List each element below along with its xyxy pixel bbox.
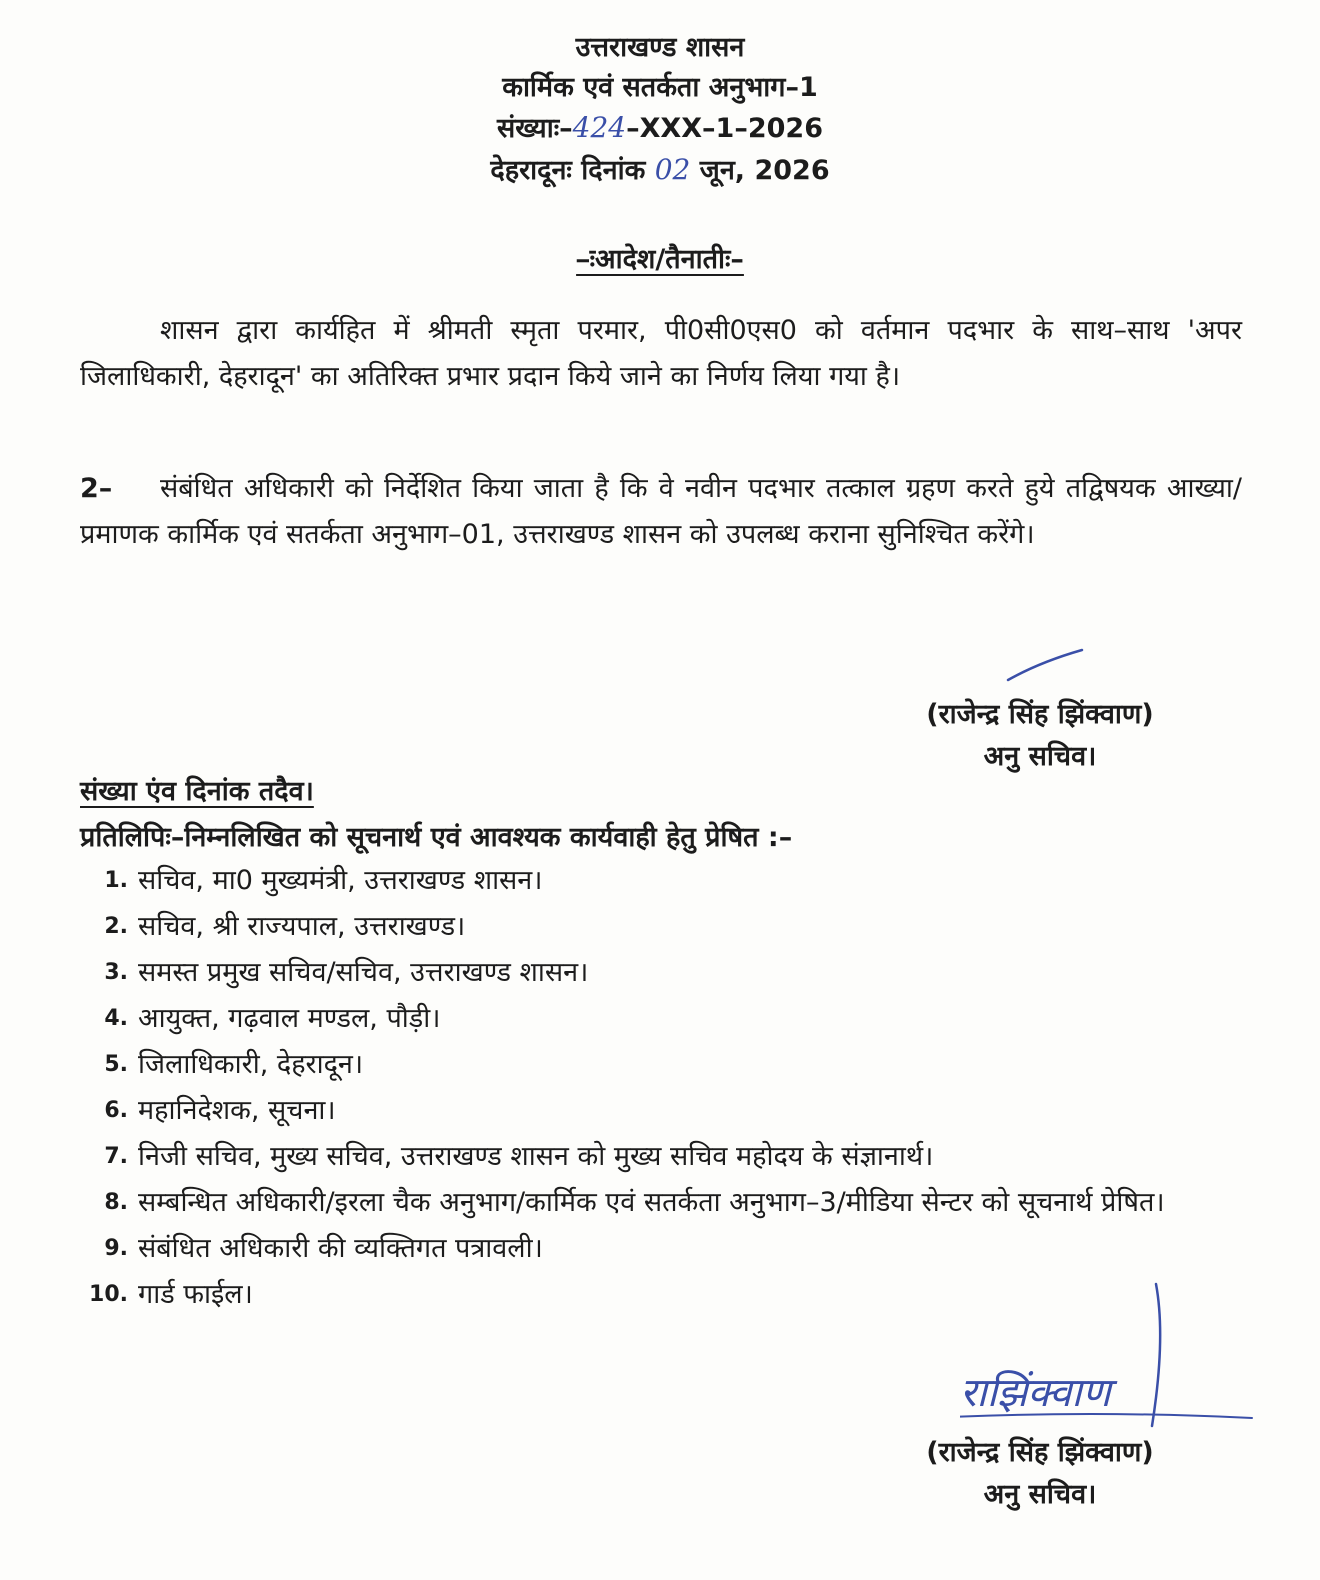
signature-handwritten	[960, 1278, 1260, 1448]
copy-list-text: सचिव, मा0 मुख्यमंत्री, उत्तराखण्ड शासन।	[138, 865, 543, 896]
copy-list-item	[80, 904, 1220, 950]
signature-block-2	[880, 1432, 1200, 1516]
signatory-name-2: (राजेन्द्र सिंह झिंक्वाण)	[926, 1437, 1154, 1468]
copy-list-number: 4.	[104, 1006, 128, 1031]
copy-list-item	[80, 1226, 1220, 1272]
paragraph-1-text: शासन द्वारा कार्यहित में श्रीमती स्मृता परमार, पी0सी0एस0 को वर्तमान पदभार के साथ–साथ 'अपर जिलाधिकारी, देहरादून' का अतिरिक्त प्रभार प्रदान किये जाने का निर्णय लिया गया है।	[80, 315, 1242, 392]
copy-list-number: 5.	[104, 1052, 128, 1077]
number-prefix: संख्याः–	[497, 113, 573, 144]
copy-list-item	[80, 996, 1220, 1042]
paragraph-1	[80, 308, 1242, 400]
number-suffix: –XXX–1–2026	[626, 113, 823, 144]
signatory-designation-1: अनु सचिव।	[983, 741, 1097, 772]
signatory-designation-2: अनु सचिव।	[983, 1479, 1097, 1510]
copy-list-item	[80, 1134, 1220, 1180]
signatory-name-1: (राजेन्द्र सिंह झिंक्वाण)	[926, 699, 1154, 730]
copy-list-number: 2.	[104, 914, 128, 939]
copy-list-text: सचिव, श्री राज्यपाल, उत्तराखण्ड।	[138, 911, 466, 942]
section-heading: कार्मिक एवं सतर्कता अनुभाग–1	[502, 72, 818, 103]
number-handwritten: 424	[572, 111, 627, 144]
copy-list-item	[80, 1042, 1220, 1088]
copy-list-item	[80, 1180, 1220, 1226]
copy-list-text: महानिदेशक, सूचना।	[138, 1095, 336, 1126]
copy-list-text: संबंधित अधिकारी की व्यक्तिगत पत्रावली।	[138, 1233, 543, 1264]
copy-list-text: जिलाधिकारी, देहरादून।	[138, 1049, 364, 1080]
signature-handwritten-text: राझिंक्वाण	[960, 1370, 1111, 1416]
copy-list-number: 7.	[104, 1144, 128, 1169]
copy-list-number: 6.	[104, 1098, 128, 1123]
date-suffix: जून, 2026	[699, 155, 830, 186]
letter-date	[0, 150, 1320, 191]
copy-list-item	[80, 950, 1220, 996]
copy-list-number: 8.	[104, 1190, 128, 1215]
copy-list-text: निजी सचिव, मुख्य सचिव, उत्तराखण्ड शासन को मुख्य सचिव महोदय के संज्ञानार्थ।	[138, 1141, 934, 1172]
paragraph-2-text: संबंधित अधिकारी को निर्देशित किया जाता है कि वे नवीन पदभार तत्काल ग्रहण करते हुये तद्विषयक आख्या/प्रमाणक कार्मिक एवं सतर्कता अनुभाग–01, उत्तराखण्ड शासन को उपलब्ध कराना सुनिश्चित करेंगे।	[80, 473, 1242, 550]
copy-list-number: 3.	[104, 960, 128, 985]
signature-stroke-1	[1000, 640, 1090, 690]
copy-list-item	[80, 858, 1220, 904]
paragraph-2	[80, 466, 1242, 558]
copy-list-item	[80, 1088, 1220, 1134]
paragraph-2-number: 2–	[80, 473, 113, 504]
date-handwritten: 02	[654, 153, 691, 186]
order-title: –ःआदेश/तैनातीः–	[576, 244, 744, 275]
date-prefix: देहरादूनः दिनांक	[490, 155, 646, 186]
copy-list-text: सम्बन्धित अधिकारी/इरला चैक अनुभाग/कार्मिक एवं सतर्कता अनुभाग–3/मीडिया सेन्टर को सूचनार्थ प्रेषित।	[138, 1187, 1165, 1218]
copy-list-number: 9.	[104, 1236, 128, 1261]
government-heading: उत्तराखण्ड शासन	[575, 32, 745, 63]
copy-list-text: गार्ड फाईल।	[138, 1279, 253, 1310]
copy-list-number: 1.	[104, 868, 128, 893]
signature-block-1	[880, 694, 1200, 778]
copy-intro: प्रतिलिपिः–निम्नलिखित को सूचनार्थ एवं आवश्यक कार्यवाही हेतु प्रेषित :–	[80, 822, 793, 853]
copy-list-number: 10.	[89, 1282, 128, 1307]
copy-list-text: समस्त प्रमुख सचिव/सचिव, उत्तराखण्ड शासन।	[138, 957, 589, 988]
letter-number	[0, 108, 1320, 149]
copy-list	[80, 858, 1220, 1318]
copy-list-text: आयुक्त, गढ़वाल मण्डल, पौड़ी।	[138, 1003, 441, 1034]
copy-reference: संख्या एंव दिनांक तदैव।	[80, 776, 314, 807]
